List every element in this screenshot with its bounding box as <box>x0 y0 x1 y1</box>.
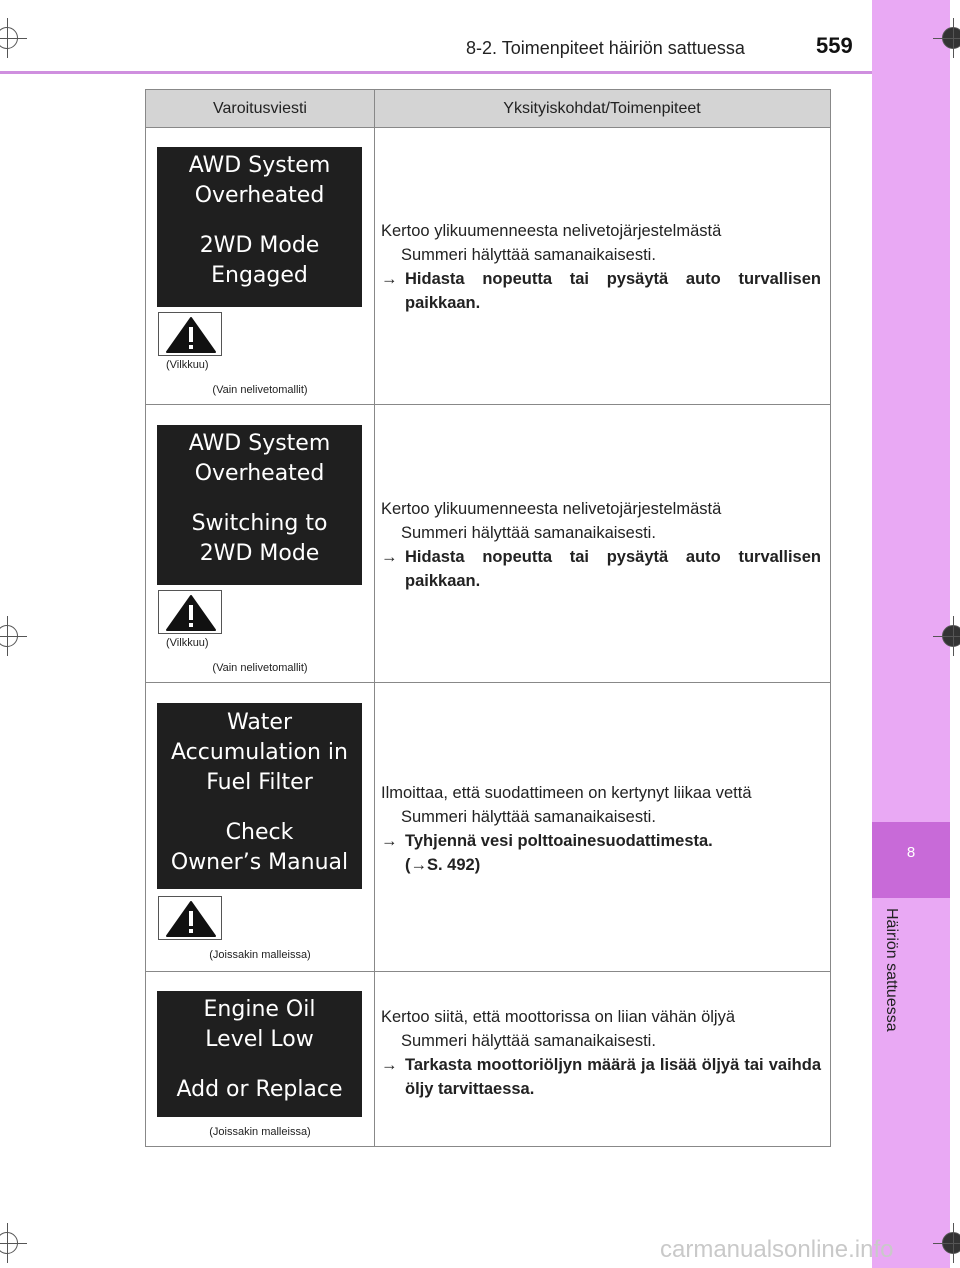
table-row <box>146 683 830 972</box>
warning-triangle-icon <box>158 590 222 634</box>
details-text <box>381 1005 821 1101</box>
details-buzzer-note: Summeri hälyttää samanaikaisesti. <box>401 1032 656 1050</box>
table-row <box>146 972 830 1146</box>
arrow-icon: → <box>381 548 398 566</box>
model-note: (Joissakin malleissa) <box>209 949 311 961</box>
action-text: Hidasta nopeutta tai pysäytä auto turvallisen paikkaan. <box>405 270 821 312</box>
action-text: Hidasta nopeutta tai pysäytä auto turvallisen paikkaan. <box>405 548 821 590</box>
details-text <box>381 781 821 877</box>
crop-mark-icon <box>0 1232 18 1254</box>
model-note: (Vain nelivetomallit) <box>212 384 308 396</box>
page-number: 559 <box>816 33 853 58</box>
model-note: (Vain nelivetomallit) <box>212 662 308 674</box>
screen-line: 2WD Mode <box>199 233 320 258</box>
icon-caption: (Vilkkuu) <box>166 637 209 649</box>
screen-line: Engaged <box>211 263 308 288</box>
arrow-icon: → <box>381 1056 398 1074</box>
details-text <box>381 497 821 593</box>
screen-line: Engine Oil <box>203 997 316 1022</box>
display-message-screen <box>157 991 362 1117</box>
section-title: 8-2. Toimenpiteet häiriön sattuessa <box>466 38 745 58</box>
details-buzzer-note: Summeri hälyttää samanaikaisesti. <box>401 524 656 542</box>
display-message-screen <box>157 703 362 889</box>
crop-mark-icon <box>0 625 18 647</box>
col-header-details: Yksityiskohdat/Toimenpiteet <box>503 100 701 117</box>
chapter-title: Häiriön sattuessa <box>883 908 900 1032</box>
details-action <box>381 267 821 315</box>
col-header-warning: Varoitusviesti <box>213 100 307 117</box>
screen-line: Fuel Filter <box>206 770 313 795</box>
details-buzzer-note: Summeri hälyttää samanaikaisesti. <box>401 808 656 826</box>
display-message-screen <box>157 147 362 307</box>
page-reference-link[interactable]: (→S. 492) <box>405 856 481 874</box>
chapter-tab-strip <box>872 0 950 1268</box>
action-text: Tyhjennä vesi polttoainesuodattimesta. <box>405 832 713 850</box>
table-row <box>146 405 830 683</box>
screen-line: Overheated <box>194 461 325 486</box>
details-action <box>381 829 821 853</box>
details-description: Kertoo ylikuumenneesta nelivetojärjestelmästä <box>381 500 722 518</box>
warning-message-table <box>145 89 831 1147</box>
details-description: Kertoo siitä, että moottorissa on liian vähän öljyä <box>381 1008 736 1026</box>
crop-mark-icon <box>0 27 18 49</box>
crop-mark-icon <box>942 1232 960 1254</box>
screen-line: 2WD Mode <box>199 541 320 566</box>
table-header <box>146 90 830 128</box>
warning-triangle-icon <box>158 896 222 940</box>
table-row <box>146 127 830 405</box>
screen-line: Overheated <box>194 183 325 208</box>
model-note: (Joissakin malleissa) <box>209 1126 311 1138</box>
screen-line: Level Low <box>205 1027 314 1052</box>
screen-line: AWD System <box>188 153 331 178</box>
screen-line: Switching to <box>191 511 328 536</box>
screen-line: Add or Replace <box>176 1077 343 1102</box>
display-message-screen <box>157 425 362 585</box>
icon-caption: (Vilkkuu) <box>166 359 209 371</box>
arrow-icon: → <box>381 270 398 288</box>
crop-mark-icon <box>942 27 960 49</box>
details-buzzer-note: Summeri hälyttää samanaikaisesti. <box>401 246 656 264</box>
details-action <box>381 545 821 593</box>
details-action <box>381 1053 821 1101</box>
warning-triangle-icon <box>158 312 222 356</box>
screen-line: Water <box>226 710 293 735</box>
details-description: Kertoo ylikuumenneesta nelivetojärjestelmästä <box>381 222 722 240</box>
action-text: Tarkasta moottoriöljyn määrä ja lisää öljyä tai vaihda öljy tarvittaessa. <box>405 1056 821 1098</box>
screen-line: Check <box>225 820 294 845</box>
crop-mark-icon <box>942 625 960 647</box>
screen-line: Owner’s Manual <box>170 850 349 875</box>
screen-line: AWD System <box>188 431 331 456</box>
header-rule <box>0 71 950 74</box>
arrow-icon: → <box>381 832 398 850</box>
screen-line: Accumulation in <box>171 740 348 765</box>
watermark: carmanualsonline.info <box>660 1236 894 1263</box>
details-description: Ilmoittaa, että suodattimeen on kertynyt liikaa vettä <box>381 784 752 802</box>
chapter-number: 8 <box>872 822 950 898</box>
details-text <box>381 219 821 315</box>
